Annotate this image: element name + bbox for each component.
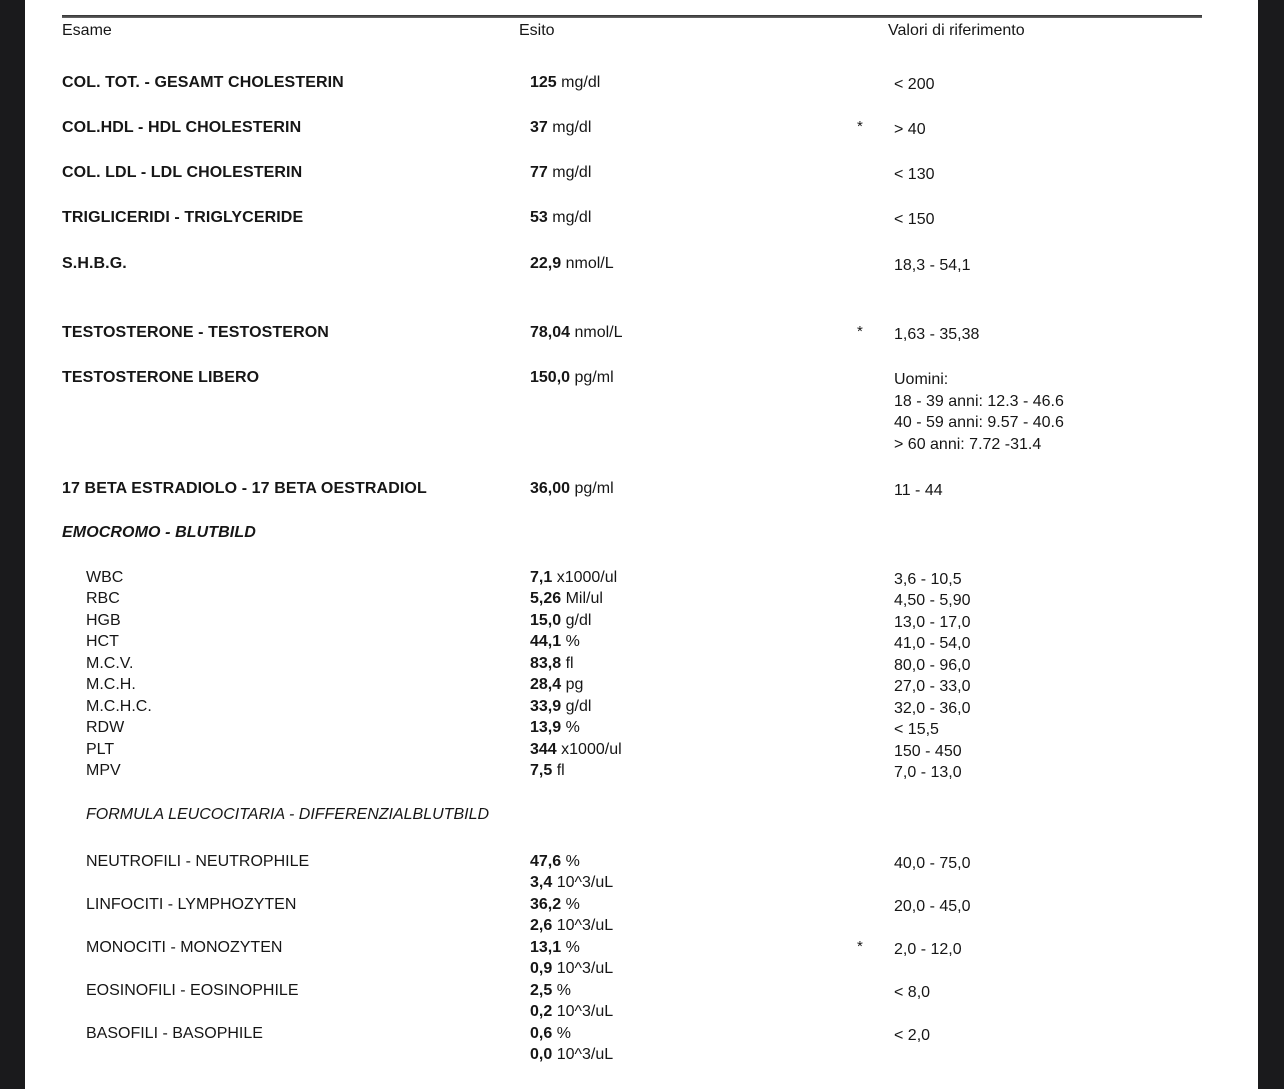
result-value: 33,9 — [530, 698, 562, 715]
reference-range — [894, 324, 979, 346]
reference-range — [894, 1025, 930, 1047]
result-unit: pg/ml — [574, 369, 614, 386]
reference-range-line: 3,6 - 10,5 — [894, 571, 962, 588]
result-value: 150,0 — [530, 369, 571, 386]
result-unit: mg/dl — [561, 74, 601, 91]
test-result — [530, 612, 591, 630]
reference-range — [894, 633, 971, 655]
result-value: 0,0 — [530, 1046, 553, 1063]
reference-range — [894, 762, 962, 784]
test-name: TESTOSTERONE LIBERO — [62, 369, 260, 386]
test-name: HCT — [86, 633, 119, 650]
reference-range-line: < 200 — [894, 76, 935, 93]
reference-range-line: 4,50 - 5,90 — [894, 592, 971, 609]
test-name: NEUTROFILI - NEUTROPHILE — [86, 853, 310, 870]
reference-range-line: 80,0 - 96,0 — [894, 657, 971, 674]
result-value: 77 — [530, 164, 548, 181]
reference-range-line: 11 - 44 — [894, 482, 943, 499]
result-value: 13,1 — [530, 939, 562, 956]
column-header-esame: Esame — [62, 22, 112, 39]
test-result — [530, 853, 580, 871]
test-result — [530, 719, 580, 737]
test-result — [530, 917, 613, 935]
reference-range — [894, 209, 934, 231]
reference-range-line: 32,0 - 36,0 — [894, 700, 971, 717]
result-value: 78,04 — [530, 324, 571, 341]
reference-range — [894, 698, 971, 720]
reference-range — [894, 164, 934, 186]
test-result — [530, 676, 583, 694]
test-result — [530, 209, 591, 227]
test-result — [530, 324, 623, 342]
reference-range-line: > 60 anni: 7.72 -31.4 — [894, 435, 1042, 453]
reference-range-line: 41,0 - 54,0 — [894, 635, 971, 652]
test-result — [530, 480, 614, 498]
result-unit: fl — [556, 762, 565, 779]
test-result — [530, 896, 580, 914]
result-value: 47,6 — [530, 853, 562, 870]
column-header-valori-di-riferimento: Valori di riferimento — [888, 22, 1025, 39]
result-value: 13,9 — [530, 719, 562, 736]
test-result — [530, 633, 580, 651]
result-unit: Mil/ul — [565, 590, 603, 607]
abnormal-flag: * — [857, 323, 863, 340]
result-unit: % — [565, 939, 580, 956]
result-unit: pg/ml — [574, 480, 614, 497]
result-unit: % — [565, 633, 580, 650]
result-value: 7,1 — [530, 569, 553, 586]
result-unit: 10^3/uL — [556, 1046, 614, 1063]
result-unit: mg/dl — [552, 119, 592, 136]
reference-range-line: 150 - 450 — [894, 743, 962, 760]
reference-range — [894, 119, 926, 141]
result-unit: 10^3/uL — [556, 917, 614, 934]
reference-range-line: 40 - 59 anni: 9.57 - 40.6 — [894, 414, 1064, 431]
reference-range-line: Uomini: — [894, 371, 949, 388]
result-unit: 10^3/uL — [556, 874, 614, 891]
result-unit: x1000/ul — [556, 569, 618, 586]
result-value: 2,6 — [530, 917, 553, 934]
reference-range-line: > 40 — [894, 121, 926, 138]
test-name: RBC — [86, 590, 120, 607]
reference-range — [894, 719, 939, 741]
test-name: S.H.B.G. — [62, 255, 127, 272]
result-unit: % — [565, 896, 580, 913]
test-name: MONOCITI - MONOZYTEN — [86, 939, 283, 956]
result-value: 44,1 — [530, 633, 562, 650]
test-result — [530, 655, 574, 673]
result-value: 0,9 — [530, 960, 553, 977]
result-value: 53 — [530, 209, 548, 226]
result-unit: % — [556, 982, 571, 999]
abnormal-flag: * — [857, 118, 863, 135]
result-value: 7,5 — [530, 762, 553, 779]
result-value: 37 — [530, 119, 548, 136]
test-result — [530, 255, 614, 273]
test-name: PLT — [86, 741, 115, 758]
test-result — [530, 939, 580, 957]
result-value: 28,4 — [530, 676, 562, 693]
test-result — [530, 982, 571, 1000]
result-value: 22,9 — [530, 255, 562, 272]
result-unit: fl — [565, 655, 574, 672]
reference-range — [894, 569, 962, 591]
result-unit: 10^3/uL — [556, 960, 614, 977]
test-name: MPV — [86, 762, 121, 779]
result-unit: nmol/L — [565, 255, 614, 272]
reference-range-line: 27,0 - 33,0 — [894, 678, 971, 695]
reference-range-line: 18,3 - 54,1 — [894, 257, 971, 274]
test-name: M.C.V. — [86, 655, 134, 672]
column-header-esito: Esito — [519, 22, 555, 39]
reference-range — [894, 982, 930, 1004]
reference-range-line: 7,0 - 13,0 — [894, 764, 962, 781]
test-result — [530, 1003, 613, 1021]
reference-range — [894, 74, 934, 96]
test-result — [530, 1046, 613, 1064]
result-unit: % — [556, 1025, 571, 1042]
test-name: LINFOCITI - LYMPHOZYTEN — [86, 896, 297, 913]
result-unit: g/dl — [565, 698, 592, 715]
test-result — [530, 762, 565, 780]
test-result — [530, 698, 591, 716]
result-value: 3,4 — [530, 874, 553, 891]
result-unit: 10^3/uL — [556, 1003, 614, 1020]
reference-range-line: 20,0 - 45,0 — [894, 898, 971, 915]
reference-range — [894, 655, 971, 677]
result-unit: % — [565, 853, 580, 870]
result-value: 2,5 — [530, 982, 553, 999]
test-name: BASOFILI - BASOPHILE — [86, 1025, 263, 1042]
result-unit: mg/dl — [552, 209, 592, 226]
result-value: 0,6 — [530, 1025, 553, 1042]
result-value: 36,00 — [530, 480, 571, 497]
test-result — [530, 874, 613, 892]
test-result — [530, 119, 591, 137]
test-name: TESTOSTERONE - TESTOSTERON — [62, 324, 329, 341]
test-result — [530, 74, 600, 92]
result-value: 125 — [530, 74, 557, 91]
reference-range-line: < 15,5 — [894, 721, 939, 738]
reference-range-line: < 150 — [894, 211, 935, 228]
result-value: 344 — [530, 741, 557, 758]
reference-range — [894, 590, 971, 612]
test-result — [530, 569, 617, 587]
header-rule — [62, 15, 1202, 18]
result-unit: mg/dl — [552, 164, 592, 181]
reference-range-line: 1,63 - 35,38 — [894, 326, 980, 343]
test-result — [530, 164, 591, 182]
result-value: 5,26 — [530, 590, 562, 607]
test-result — [530, 741, 622, 759]
reference-range-line: < 8,0 — [894, 984, 931, 1001]
test-name: COL. TOT. - GESAMT CHOLESTERIN — [62, 74, 344, 91]
lab-report-page — [25, 0, 1258, 1089]
reference-range — [894, 853, 971, 875]
reference-range-line: 40,0 - 75,0 — [894, 855, 971, 872]
test-result — [530, 960, 613, 978]
reference-range — [894, 480, 943, 502]
result-unit: x1000/ul — [561, 741, 622, 758]
section-title: EMOCROMO - BLUTBILD — [62, 524, 256, 541]
reference-range — [894, 369, 1064, 455]
reference-range — [894, 939, 962, 961]
abnormal-flag: * — [857, 938, 863, 955]
result-unit: g/dl — [565, 612, 592, 629]
test-name: M.C.H.C. — [86, 698, 152, 715]
section-title: FORMULA LEUCOCITARIA - DIFFERENZIALBLUTBILD — [86, 806, 490, 823]
reference-range-line: < 130 — [894, 166, 935, 183]
result-value: 36,2 — [530, 896, 562, 913]
reference-range — [894, 741, 962, 763]
reference-range — [894, 255, 971, 277]
test-name: COL. LDL - LDL CHOLESTERIN — [62, 164, 303, 181]
reference-range-line: 18 - 39 anni: 12.3 - 46.6 — [894, 392, 1064, 410]
test-result — [530, 369, 614, 387]
test-name: WBC — [86, 569, 124, 586]
result-unit: % — [565, 719, 580, 736]
reference-range — [894, 676, 971, 698]
reference-range — [894, 896, 971, 918]
reference-range-line: 13,0 - 17,0 — [894, 614, 971, 631]
reference-range-line: < 2,0 — [894, 1027, 931, 1044]
reference-range-line: 2,0 - 12,0 — [894, 941, 962, 958]
result-value: 0,2 — [530, 1003, 553, 1020]
reference-range — [894, 612, 971, 634]
result-unit: pg — [565, 676, 584, 693]
result-value: 83,8 — [530, 655, 562, 672]
test-name: HGB — [86, 612, 121, 629]
test-result — [530, 590, 603, 608]
result-value: 15,0 — [530, 612, 562, 629]
test-result — [530, 1025, 571, 1043]
test-name: COL.HDL - HDL CHOLESTERIN — [62, 119, 302, 136]
test-name: EOSINOFILI - EOSINOPHILE — [86, 982, 299, 999]
test-name: 17 BETA ESTRADIOLO - 17 BETA OESTRADIOL — [62, 480, 427, 497]
test-name: RDW — [86, 719, 125, 736]
test-name: M.C.H. — [86, 676, 136, 693]
test-name: TRIGLICERIDI - TRIGLYCERIDE — [62, 209, 304, 226]
result-unit: nmol/L — [574, 324, 623, 341]
